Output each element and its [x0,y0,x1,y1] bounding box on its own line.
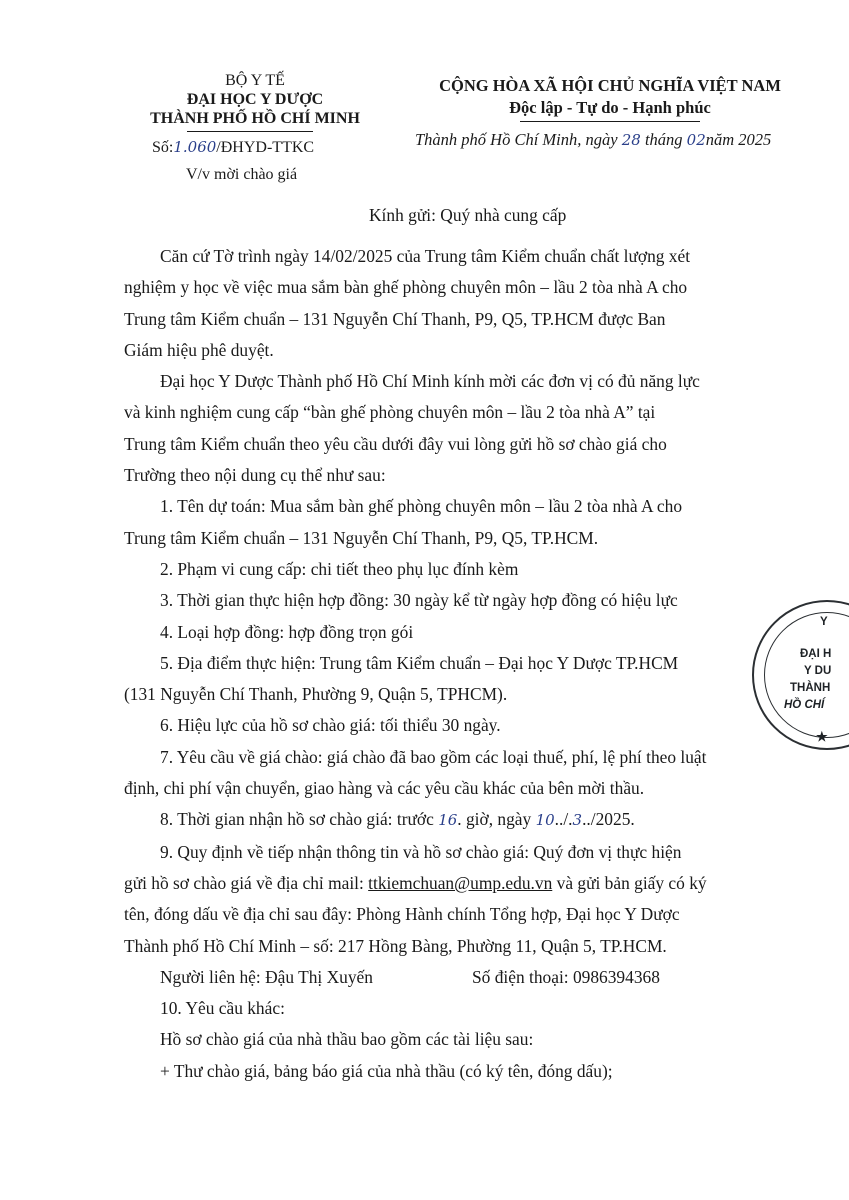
contact-line [124,962,774,993]
item9-line3: tên, đóng dấu về địa chỉ sau đây: Phòng Hành chính Tổng hợp, Đại học Y Dược [124,904,680,925]
date-month: 02 [686,131,706,149]
recipient-line: Kính gửi: Quý nhà cung cấp [369,205,567,225]
stamp-star-icon: ★ [816,729,828,744]
item9-line2-prefix: gửi hồ sơ chào giá về địa chỉ mail: [124,872,364,893]
item1-line2: Trung tâm Kiểm chuẩn – 131 Nguyễn Chí Thanh, P9, Q5, TP.HCM. [124,527,599,548]
document-subject: V/v mời chào giá [186,166,298,183]
doc-no-prefix: Số: [152,139,174,156]
doc-no-handwritten: 1.060 [173,138,217,156]
item1-line1: 1. Tên dự toán: Mua sắm bàn ghế phòng chuyên môn – lầu 2 tòa nhà A cho [160,496,683,517]
item8-prefix: 8. Thời gian nhận hồ sơ chào giá: trước [160,809,434,830]
item8-mid2: ../. [554,809,573,830]
item9-line1: 9. Quy định về tiếp nhận thông tin và hồ sơ chào giá: Quý đơn vị thực hiện [160,841,682,862]
item7-line1: 7. Yêu cầu về giá chào: giá chào đã bao gồm các loại thuế, phí, lệ phí theo luật [160,746,707,767]
item8-day: 10 [535,811,555,830]
document-number [152,138,314,157]
para1-line3: Trung tâm Kiểm chuẩn – 131 Nguyễn Chí Thanh, P9, Q5, TP.HCM được Ban [124,308,666,329]
para2-line4: Trường theo nội dung cụ thể như sau: [124,465,386,486]
item4: 4. Loại hợp đồng: hợp đồng trọn gói [160,621,414,642]
item8-hour: 16 [438,811,458,830]
date-year: năm 2025 [705,130,772,149]
document-date [415,130,771,150]
university-name-line2: THÀNH PHỐ HỒ CHÍ MINH [150,110,360,127]
date-prefix: Thành phố Hồ Chí Minh, ngày [415,130,618,149]
nation-name: CỘNG HÒA XÃ HỘI CHỦ NGHĨA VIỆT NAM [439,76,781,95]
item6: 6. Hiệu lực của hồ sơ chào giá: tối thiểu 30 ngày. [160,715,501,736]
para2-line2: và kinh nghiệm cung cấp “bàn ghế phòng chuyên môn – lầu 2 tòa nhà A” tại [124,402,656,423]
item9-line2-suffix: và gửi bản giấy có ký [556,872,707,893]
para2-line1: Đại học Y Dược Thành phố Hồ Chí Minh kính mời các đơn vị có đủ năng lực [160,371,700,392]
item8 [124,804,774,836]
docs-item1: + Thư chào giá, bảng báo giá của nhà thầu (có ký tên, đóng dấu); [160,1060,613,1081]
date-month-label: tháng [644,130,683,149]
docs-intro: Hồ sơ chào giá của nhà thầu bao gồm các tài liệu sau: [160,1029,534,1050]
stamp-top-text: Y [820,616,828,628]
item7-line2: định, chi phí vận chuyển, giao hàng và các yêu cầu khác của bên mời thầu. [124,778,645,799]
para1-line4: Giám hiệu phê duyệt. [124,339,274,360]
para1-line2: nghiệm y học về việc mua sắm bàn ghế phòng chuyên môn – lầu 2 tòa nhà A cho [124,277,688,298]
motto-underline [520,121,700,122]
contact-person: Người liên hệ: Đậu Thị Xuyến [160,966,373,987]
item3: 3. Thời gian thực hiện hợp đồng: 30 ngày kể từ ngày hợp đồng có hiệu lực [160,590,678,611]
item5-line2: (131 Nguyễn Chí Thanh, Phường 9, Quận 5, TPHCM). [124,684,508,705]
doc-no-suffix: /ĐHYD-TTKC [216,139,315,156]
item9-line2 [124,868,774,899]
contact-phone: Số điện thoại: 0986394368 [472,966,660,987]
stamp-line1: ĐẠI H [800,648,832,660]
stamp-line2: Y DU [804,665,832,677]
national-motto: Độc lập - Tự do - Hạnh phúc [509,98,711,117]
contact-email-link[interactable]: ttkiemchuan@ump.edu.vn [368,872,553,893]
header-left-underline [187,131,313,132]
para2-line3: Trung tâm Kiểm chuẩn theo yêu cầu dưới đây vui lòng gửi hồ sơ chào giá cho [124,433,667,454]
university-name-line1: ĐẠI HỌC Y DƯỢC [186,91,324,108]
item5-line1: 5. Địa điểm thực hiện: Trung tâm Kiểm chuẩn – Đại học Y Dược TP.HCM [160,652,679,673]
stamp-line3: THÀNH [790,682,831,694]
item8-mid1: . giờ, ngày [457,809,532,830]
stamp-line4: HỒ CHÍ [784,699,825,711]
para1-line1: Căn cứ Tờ trình ngày 14/02/2025 của Trung tâm Kiểm chuẩn chất lượng xét [160,246,691,266]
ministry-name: BỘ Y TẾ [225,72,285,89]
item9-line4: Thành phố Hồ Chí Minh – số: 217 Hồng Bàng, Phường 11, Quận 5, TP.HCM. [124,935,667,956]
letter-body [124,241,774,1087]
item8-suffix: ../2025. [582,809,635,830]
item10: 10. Yêu cầu khác: [160,998,285,1019]
item8-month: 3 [572,811,583,830]
item2: 2. Phạm vi cung cấp: chi tiết theo phụ lục đính kèm [160,558,519,579]
date-day: 28 [621,131,641,149]
